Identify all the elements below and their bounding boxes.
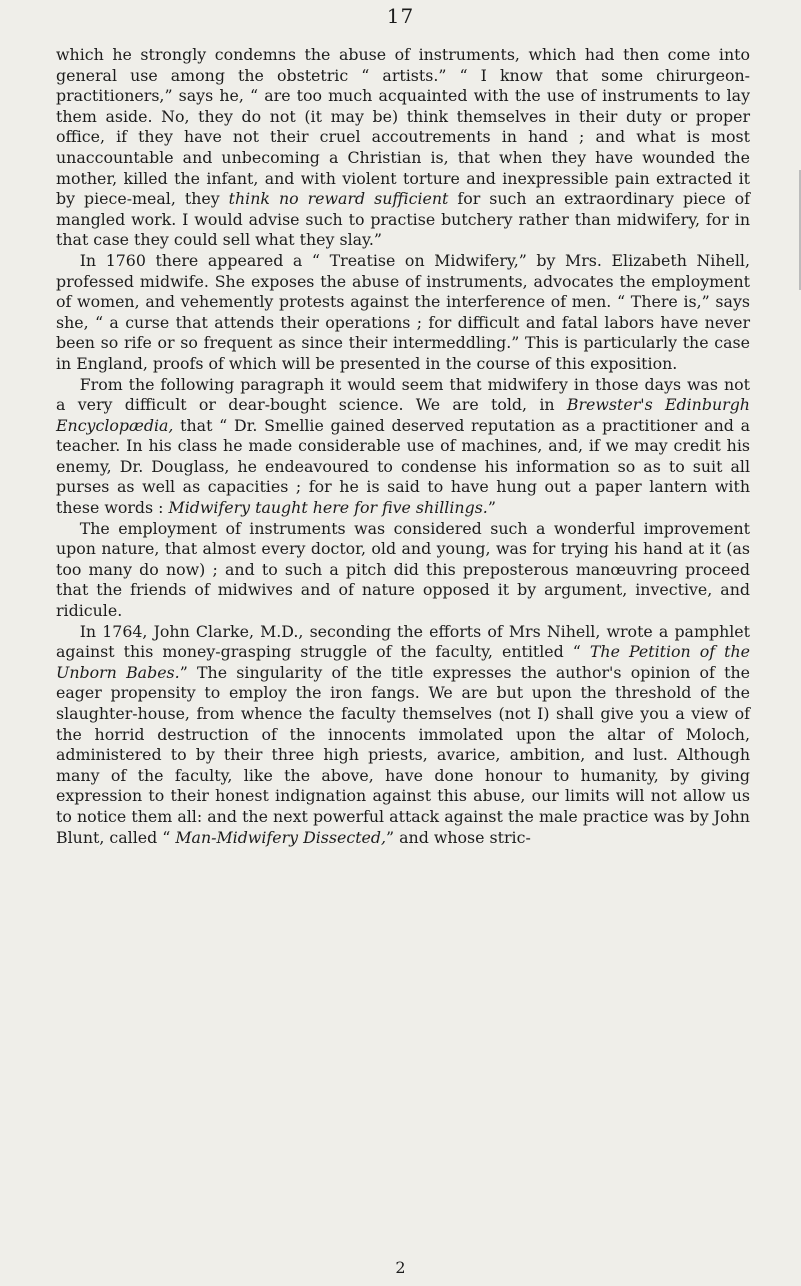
paragraph — [56, 251, 750, 375]
text-segment: ” and whose stric- — [386, 827, 531, 847]
text-segment: In 1760 there appeared a “ Treatise on Midwifery,” by Mrs. Elizabeth Nihell, professed midwife. She exposes the abuse of instruments, advocates the employment of women, and vehemently protests against the interference of men. “ There is,” says she, “ a curse that attends their operations ; for difficult and fatal labors have never been so rife or so frequent as since their intermeddling.” This is particularly the case in England, proofs of which will be presented in the course of this exposition. — [56, 250, 750, 373]
page-number: 17 — [386, 4, 415, 28]
italic-text-segment: The Petition of the Unborn Babes. — [56, 642, 751, 682]
italic-text-segment: Midwifery taught here for five shillings. — [168, 498, 488, 518]
text-segment: ” The singularity of the title expresses the author's opinion of the eager propensity to employ the iron fangs. We are but upon the threshold of the slaughter-house, from whence the faculty themselves (not I) shall give you a view of the horrid destruction of the innocents immolated upon the altar of Moloch, administered to by their three high priests, avarice, ambition, and lust. Although many of the faculty, like the above, have done honour to humanity, by giving expression to their honest indignation against this abuse, our limits will not allow us to notice them all: and the next powerful attack against the male practice was by John Blunt, called “ — [56, 662, 750, 847]
paragraph — [56, 622, 750, 849]
italic-text-segment: Man-Midwifery Dissected, — [175, 827, 387, 847]
italic-text-segment: think no reward sufficient — [228, 189, 449, 209]
paragraph — [56, 519, 750, 622]
text-segment: ” — [487, 498, 496, 518]
text-segment: for such an extraordinary piece of mangled work. I would advise such to practise butchery rather than midwifery, for in that case they could sell what they slay.” — [56, 189, 750, 250]
text-segment: which he strongly condemns the abuse of instruments, which had then come into general use among the obstetric “ artists.” “ I know that some chirurgeon-practitioners,” says he, “ are too much acquainted with the use of instruments to lay them aside. No, they do not (it may be) think themselves in their duty or proper office, if they have not their cruel accoutrements in hand ; and what is most unaccountable and unbecoming a Christian is, that when they have wounded the mother, killed the infant, and with violent torture and inexpressible pain extracted it by piece-meal, they — [56, 45, 750, 209]
paragraph — [56, 45, 750, 251]
text-segment: In 1764, John Clarke, M.D., seconding the efforts of Mrs Nihell, wrote a pamphlet against this money-grasping struggle of the faculty, entitled “ — [56, 621, 750, 662]
signature-mark: 2 — [395, 1258, 406, 1277]
body-text — [56, 45, 750, 848]
paragraph — [56, 375, 750, 519]
text-segment: The employment of instruments was considered such a wonderful improvement upon nature, that almost every doctor, old and young, was for trying his hand at it (as too many do now) ; and to such a pitch did this preposterous manœuvring proceed that the friends of midwives and of nature opposed it by argument, invective, and ridicule. — [56, 518, 750, 621]
text-segment: that “ Dr. Smellie gained deserved reputation as a practitioner and a teacher. In his class he made considerable use of machines, and, if we may credit his enemy, Dr. Douglass, he endeavoured to condense his information so as to suit all purses as well as capacities ; for he is said to have hung out a paper lantern with these words : — [56, 415, 750, 518]
italic-text-segment: Brewster's Edinburgh Encyclopædia, — [56, 395, 750, 435]
text-segment: From the following paragraph it would seem that midwifery in those days was not a very difficult or dear-bought science. We are told, in — [56, 374, 750, 415]
